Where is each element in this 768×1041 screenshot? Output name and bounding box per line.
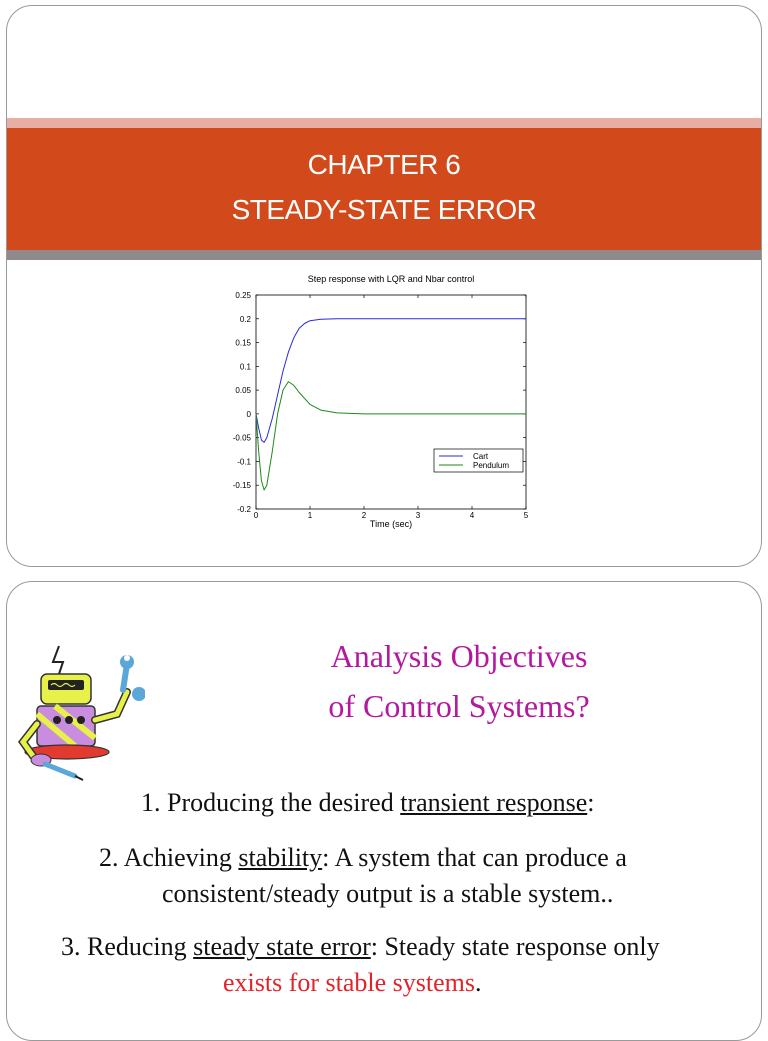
y-tick-label: -0.2: [237, 505, 251, 514]
x-tick-label: 5: [523, 511, 529, 520]
y-tick-label: 0.25: [235, 291, 251, 300]
list-item-steady-state-error: [61, 932, 660, 962]
item1-suffix: :: [587, 788, 595, 817]
list-item-transient: [141, 788, 594, 818]
y-tick-label: 0.2: [239, 314, 251, 324]
plot-frame: [256, 295, 526, 509]
list-item-stability-line2: consistent/steady output is a stable system..: [162, 879, 614, 908]
item3-end: .: [475, 968, 482, 997]
x-axis-label: Time (sec): [369, 519, 413, 529]
y-tick-label: 0: [246, 409, 251, 419]
item2-suffix: : A system that can produce a: [322, 843, 627, 872]
chart-title: Step response with LQR and Nbar control: [307, 274, 475, 284]
robot-mechanic-icon: [15, 634, 145, 784]
legend-label-cart: Cart: [473, 452, 489, 461]
item2-prefix: 2. Achieving: [99, 843, 239, 872]
chapter-title: STEADY-STATE ERROR: [231, 194, 537, 225]
item3-suffix: : Steady state response only: [370, 932, 660, 961]
x-tick-label: 3: [415, 511, 421, 520]
list-item-steady-state-line2: [223, 968, 482, 998]
term-transient-response: transient response: [400, 788, 588, 817]
title-divider-bar: [7, 250, 761, 260]
title-accent-bar: [7, 118, 761, 128]
step-response-chart: [207, 271, 547, 539]
slide-heading-line1: Analysis Objectives: [330, 638, 588, 674]
chapter-number: CHAPTER 6: [307, 149, 461, 180]
title-banner: [7, 128, 761, 250]
item3-prefix: 3. Reducing: [61, 932, 194, 961]
x-tick-label: 2: [361, 511, 367, 520]
slide-heading-line2: of Control Systems?: [328, 688, 590, 724]
legend-label-pendulum: Pendulum: [473, 461, 510, 470]
y-tick-label: 0.05: [235, 386, 251, 396]
chart-legend: [434, 449, 523, 472]
slide-analysis-objectives: [6, 581, 762, 1041]
term-steady-state-error: steady state error: [193, 932, 371, 961]
term-stability: stability: [238, 843, 323, 872]
y-tick-label: -0.05: [232, 433, 251, 443]
x-tick-label: 1: [307, 511, 313, 520]
slide-chapter-title: [6, 5, 762, 567]
y-tick-label: -0.15: [232, 481, 251, 491]
list-item-stability: [99, 843, 627, 873]
y-tick-label: 0.15: [235, 338, 251, 348]
highlight-stable-systems: exists for stable systems: [223, 968, 476, 997]
item1-prefix: 1. Producing the desired: [141, 788, 401, 817]
y-tick-label: -0.1: [237, 457, 251, 467]
y-tick-label: 0.1: [239, 362, 251, 372]
x-tick-label: 4: [469, 511, 475, 520]
x-tick-label: 0: [253, 511, 259, 520]
